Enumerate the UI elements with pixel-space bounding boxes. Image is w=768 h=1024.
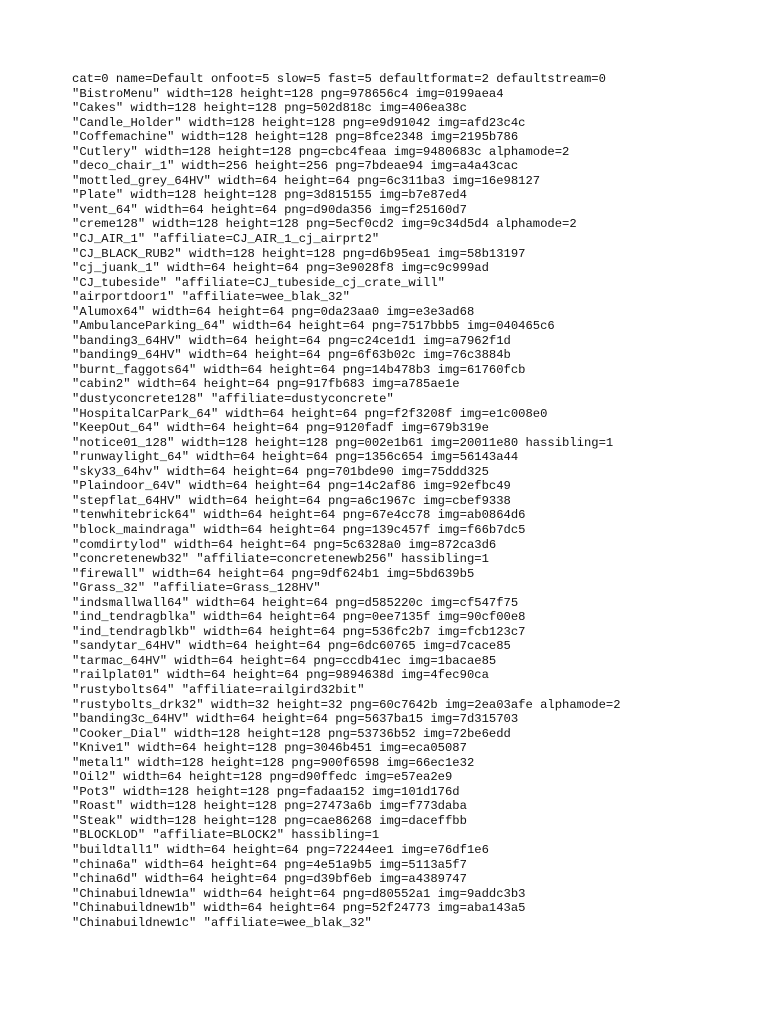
texture-entry-line: "banding9_64HV" width=64 height=64 png=6f63b02c img=76c3884b	[72, 348, 511, 363]
texture-entry-line: "CJ_tubeside" "affiliate=CJ_tubeside_cj_crate_will"	[72, 275, 445, 290]
texture-entry-line: "Chinabuildnew1b" width=64 height=64 png=52f24773 img=aba143a5	[72, 901, 526, 916]
texture-entry-line: "Knive1" width=64 height=128 png=3046b451 img=eca05087	[72, 741, 467, 756]
texture-entry-line: "ind_tendragblkb" width=64 height=64 png=536fc2b7 img=fcb123c7	[72, 624, 526, 639]
texture-entry-line: "rustybolts_drk32" width=32 height=32 png=60c7642b img=2ea03afe alphamode=2	[72, 697, 621, 712]
texture-entry-line: "dustyconcrete128" "affiliate=dustyconcrete"	[72, 392, 394, 407]
texture-entry-line: "ind_tendragblka" width=64 height=64 png=0ee7135f img=90cf00e8	[72, 610, 526, 625]
texture-entry-line: "comdirtylod" width=64 height=64 png=5c6328a0 img=872ca3d6	[72, 537, 497, 552]
texture-entry-line: "Cooker_Dial" width=128 height=128 png=53736b52 img=72be6edd	[72, 726, 511, 741]
texture-entry-line: "tenwhitebrick64" width=64 height=64 png=67e4cc78 img=ab0864d6	[72, 508, 526, 523]
texture-entry-line: "sky33_64hv" width=64 height=64 png=701bde90 img=75ddd325	[72, 464, 489, 479]
texture-entry-line: "cj_juank_1" width=64 height=64 png=3e9028f8 img=c9c999ad	[72, 261, 489, 276]
texture-entry-line: "mottled_grey_64HV" width=64 height=64 png=6c311ba3 img=16e98127	[72, 173, 541, 188]
texture-entry-line: "Alumox64" width=64 height=64 png=0da23aa0 img=e3e3ad68	[72, 304, 475, 319]
texture-entry-line: "vent_64" width=64 height=64 png=d90da356 img=f25160d7	[72, 202, 467, 217]
texture-entry-line: "china6a" width=64 height=64 png=4e51a9b5 img=5113a5f7	[72, 857, 467, 872]
texture-entry-line: "airportdoor1" "affiliate=wee_blak_32"	[72, 290, 350, 305]
texture-entry-line: "Pot3" width=128 height=128 png=fadaa152 img=101d176d	[72, 784, 460, 799]
texture-entry-line: "tarmac_64HV" width=64 height=64 png=ccdb41ec img=1bacae85	[72, 653, 497, 668]
texture-entry-line: "Roast" width=128 height=128 png=27473a6b img=f773daba	[72, 799, 467, 814]
texture-entry-line: "firewall" width=64 height=64 png=9df624b1 img=5bd639b5	[72, 566, 475, 581]
texture-entry-line: "Grass_32" "affiliate=Grass_128HV"	[72, 581, 321, 596]
texture-entry-line: "AmbulanceParking_64" width=64 height=64 png=7517bbb5 img=040465c6	[72, 319, 555, 334]
texture-entry-line: "banding3c_64HV" width=64 height=64 png=5637ba15 img=7d315703	[72, 712, 519, 727]
header-line: cat=0 name=Default onfoot=5 slow=5 fast=5 defaultformat=2 defaultstream=0	[72, 72, 606, 86]
texture-entry-line: "Coffemachine" width=128 height=128 png=8fce2348 img=2195b786	[72, 130, 519, 145]
texture-entry-line: "Cutlery" width=128 height=128 png=cbc4feaa img=9480683c alphamode=2	[72, 144, 570, 159]
texture-entry-line: "Chinabuildnew1a" width=64 height=64 png=d80552a1 img=9addc3b3	[72, 886, 526, 901]
texture-entry-line: "Plaindoor_64V" width=64 height=64 png=14c2af86 img=92efbc49	[72, 479, 511, 494]
texture-entry-line: "block_maindraga" width=64 height=64 png=139c457f img=f66b7dc5	[72, 522, 526, 537]
texture-entry-line: "Cakes" width=128 height=128 png=502d818c img=406ea38c	[72, 101, 467, 116]
texture-entry-line: "banding3_64HV" width=64 height=64 png=c24ce1d1 img=a7962f1d	[72, 333, 511, 348]
texture-entry-line: "BistroMenu" width=128 height=128 png=978656c4 img=0199aea4	[72, 86, 504, 101]
texture-entry-line: "china6d" width=64 height=64 png=d39bf6eb img=a4389747	[72, 872, 467, 887]
texture-entry-line: "KeepOut_64" width=64 height=64 png=9120fadf img=679b319e	[72, 421, 489, 436]
texture-entry-line: "cabin2" width=64 height=64 png=917fb683 img=a785ae1e	[72, 377, 460, 392]
texture-entry-line: "Oil2" width=64 height=128 png=d90ffedc img=e57ea2e9	[72, 770, 453, 785]
texture-entry-line: "Plate" width=128 height=128 png=3d815155 img=b7e87ed4	[72, 188, 467, 203]
texture-entry-line: "creme128" width=128 height=128 png=5ecf0cd2 img=9c34d5d4 alphamode=2	[72, 217, 577, 232]
texture-entry-line: "HospitalCarPark_64" width=64 height=64 png=f2f3208f img=e1c008e0	[72, 406, 548, 421]
texture-entry-line: "deco_chair_1" width=256 height=256 png=7bdeae94 img=a4a43cac	[72, 159, 519, 174]
texture-entry-line: "CJ_AIR_1" "affiliate=CJ_AIR_1_cj_airprt2"	[72, 232, 380, 247]
texture-entry-line: "buildtall1" width=64 height=64 png=72244ee1 img=e76df1e6	[72, 842, 489, 857]
text-document	[72, 72, 752, 930]
texture-entry-line: "metal1" width=128 height=128 png=900f6598 img=66ec1e32	[72, 755, 475, 770]
texture-entry-line: "Candle_Holder" width=128 height=128 png=e9d91042 img=afd23c4c	[72, 115, 526, 130]
texture-entry-line: "CJ_BLACK_RUB2" width=128 height=128 png=d6b95ea1 img=58b13197	[72, 246, 526, 261]
texture-entry-line: "Steak" width=128 height=128 png=cae86268 img=daceffbb	[72, 813, 467, 828]
texture-entry-line: "Chinabuildnew1c" "affiliate=wee_blak_32"	[72, 915, 372, 930]
texture-entry-line: "burnt_faggots64" width=64 height=64 png=14b478b3 img=61760fcb	[72, 362, 526, 377]
texture-entry-line: "rustybolts64" "affiliate=railgird32bit"	[72, 682, 365, 697]
texture-entry-line: "BLOCKLOD" "affiliate=BLOCK2" hassibling=1	[72, 828, 380, 843]
texture-entry-line: "runwaylight_64" width=64 height=64 png=1356c654 img=56143a44	[72, 450, 519, 465]
texture-entry-line: "sandytar_64HV" width=64 height=64 png=6dc60765 img=d7cace85	[72, 639, 511, 654]
texture-entry-line: "notice01_128" width=128 height=128 png=002e1b61 img=20011e80 hassibling=1	[72, 435, 614, 450]
texture-entry-line: "stepflat_64HV" width=64 height=64 png=a6c1967c img=cbef9338	[72, 493, 511, 508]
texture-entry-line: "railplat01" width=64 height=64 png=9894638d img=4fec90ca	[72, 668, 489, 683]
texture-entry-line: "concretenewb32" "affiliate=concretenewb256" hassibling=1	[72, 552, 489, 567]
texture-entry-line: "indsmallwall64" width=64 height=64 png=d585220c img=cf547f75	[72, 595, 519, 610]
